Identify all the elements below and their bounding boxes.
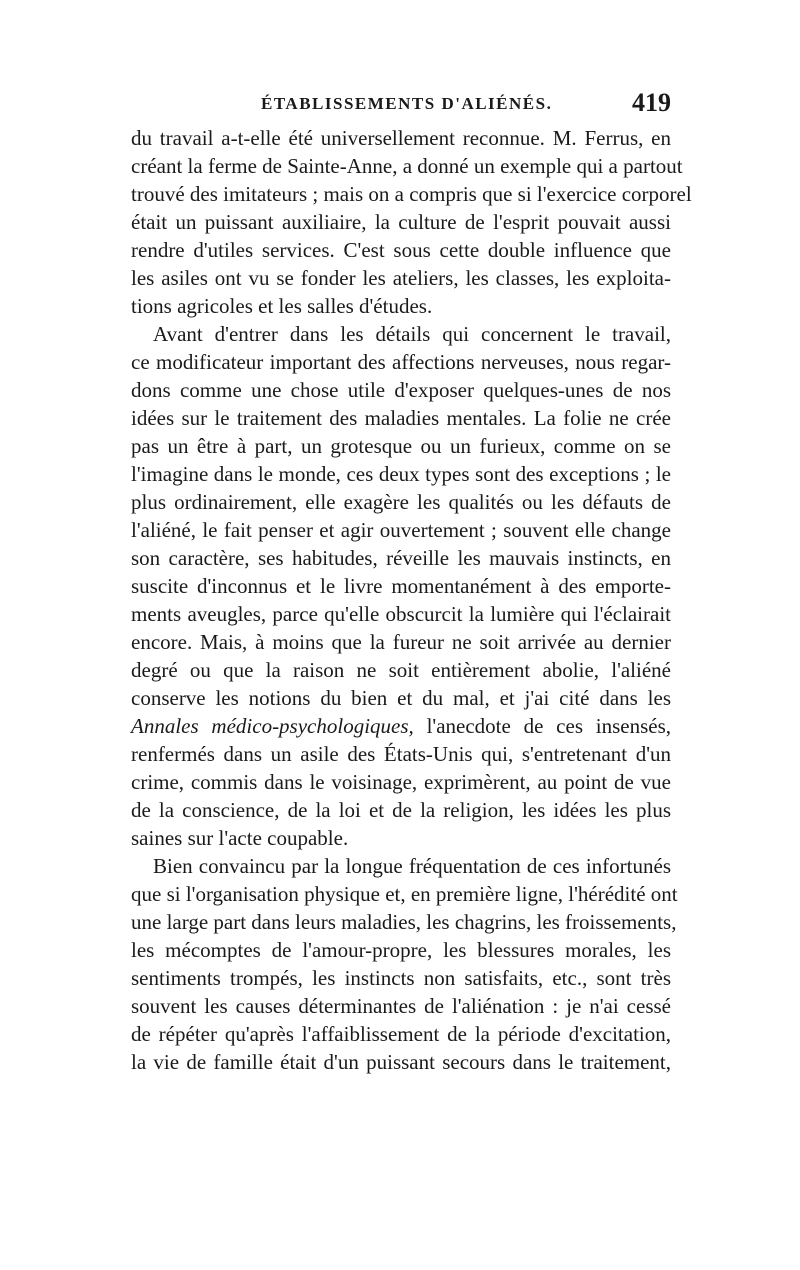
text-line: pas un être à part, un grotesque ou un furieux, comme on se	[131, 434, 671, 458]
text-line: encore. Mais, à moins que la fureur ne soit arrivée au dernier	[131, 630, 671, 654]
text-line: ce modificateur important des affections nerveuses, nous regar-	[131, 350, 671, 374]
text-line: renfermés dans un asile des États-Unis qui, s'entretenant d'un	[131, 742, 671, 766]
paragraph-start-line: Avant d'entrer dans les détails qui concernent le travail,	[153, 322, 671, 346]
text-line: rendre d'utiles services. C'est sous cette double influence que	[131, 238, 671, 262]
text-line: suscite d'inconnus et le livre momentanément à des emporte-	[131, 574, 671, 598]
text-line: sentiments trompés, les instincts non satisfaits, etc., sont très	[131, 966, 671, 990]
text-line: du travail a-t-elle été universellement reconnue. M. Ferrus, en	[131, 126, 671, 150]
text-line: souvent les causes déterminantes de l'aliénation : je n'ai cessé	[131, 994, 671, 1018]
text-line: plus ordinairement, elle exagère les qualités ou les défauts de	[131, 490, 671, 514]
text-line: conserve les notions du bien et du mal, et j'ai cité dans les	[131, 686, 671, 710]
text-line: ments aveugles, parce qu'elle obscurcit la lumière qui l'éclairait	[131, 602, 671, 626]
text-line: de répéter qu'après l'affaiblissement de la période d'excitation,	[131, 1022, 671, 1046]
text-line: l'aliéné, le fait penser et agir ouvertement ; souvent elle change	[131, 518, 671, 542]
text-line: dons comme une chose utile d'exposer quelques-unes de nos	[131, 378, 671, 402]
text-line-rest: l'anecdote de ces insensés,	[426, 714, 671, 738]
text-line: tions agricoles et les salles d'études.	[131, 294, 433, 318]
text-line: son caractère, ses habitudes, réveille les mauvais instincts, en	[131, 546, 671, 570]
text-line: créant la ferme de Sainte-Anne, a donné un exemple qui a partout	[131, 154, 683, 178]
text-line: les mécomptes de l'amour-propre, les blessures morales, les	[131, 938, 671, 962]
journal-title: Annales médico-psychologiques,	[131, 714, 414, 738]
body-text	[131, 124, 692, 1076]
page-header	[131, 88, 671, 124]
text-line-with-citation	[131, 712, 671, 740]
text-line: degré ou que la raison ne soit entièrement abolie, l'aliéné	[131, 658, 671, 682]
text-line: crime, commis dans le voisinage, exprimèrent, au point de vue	[131, 770, 671, 794]
paragraph-start-line: Bien convaincu par la longue fréquentation de ces infortunés	[153, 854, 671, 878]
text-line: l'imagine dans le monde, ces deux types sont des exceptions ; le	[131, 462, 671, 486]
page-number: 419	[632, 88, 671, 117]
text-line: la vie de famille était d'un puissant secours dans le traitement,	[131, 1050, 671, 1074]
text-line: idées sur le traitement des maladies mentales. La folie ne crée	[131, 406, 671, 430]
running-head: ÉTABLISSEMENTS D'ALIÉNÉS.	[261, 94, 553, 113]
text-line: trouvé des imitateurs ; mais on a compris que si l'exercice corporel	[131, 182, 692, 206]
text-line: saines sur l'acte coupable.	[131, 826, 349, 850]
text-line: les asiles ont vu se fonder les ateliers, les classes, les exploita-	[131, 266, 671, 290]
text-line: était un puissant auxiliaire, la culture de l'esprit pouvait aussi	[131, 210, 671, 234]
text-line: que si l'organisation physique et, en première ligne, l'hérédité ont	[131, 882, 678, 906]
text-line: de la conscience, de la loi et de la religion, les idées les plus	[131, 798, 671, 822]
text-line: une large part dans leurs maladies, les chagrins, les froissements,	[131, 910, 677, 934]
